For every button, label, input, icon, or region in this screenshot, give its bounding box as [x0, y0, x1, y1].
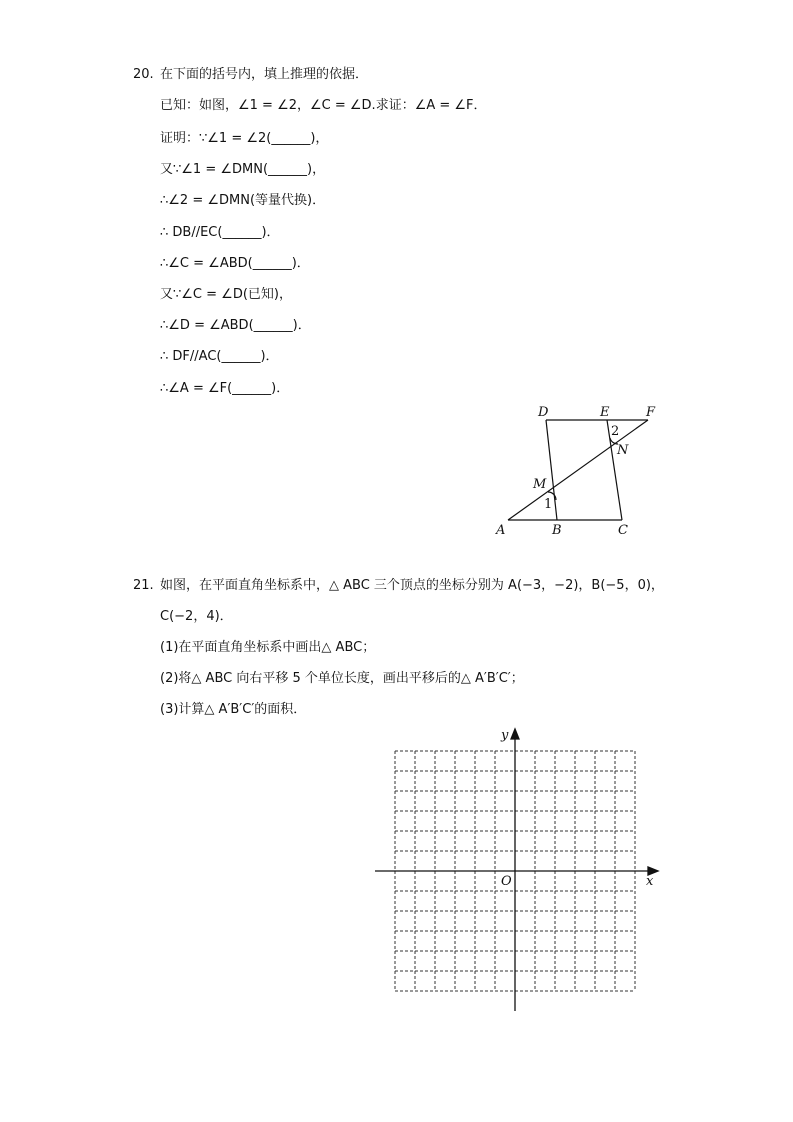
label-F: F — [646, 405, 656, 420]
label-C: C — [618, 523, 628, 538]
y-axis-label: y — [501, 728, 509, 743]
q20-step-8: ∴ DF//AC(______)． — [160, 349, 279, 364]
line-AF — [508, 420, 648, 520]
label-A: A — [496, 523, 506, 538]
label-D: D — [538, 405, 549, 420]
q20-given: 已知：如图，∠1 = ∠2，∠C = ∠D.求证：∠A = ∠F． — [160, 98, 487, 113]
q21-part-2: (2)将△ ABC 向右平移 5 个单位长度，画出平移后的△ A′B′C′； — [160, 671, 524, 686]
q21-intro-2: C(−2，4)． — [160, 609, 233, 624]
q20-step-2: 又∵∠1 = ∠DMN(______)， — [160, 162, 326, 177]
label-E: E — [600, 405, 610, 420]
label-N: N — [617, 443, 629, 458]
q20-step-6: 又∵∠C = ∠D(已知)， — [160, 287, 292, 302]
q20-step-1: 证明：∵∠1 = ∠2(______)， — [160, 131, 329, 146]
label-angle-2: 2 — [611, 424, 620, 439]
x-axis-label: x — [646, 874, 654, 889]
q20-figure — [490, 400, 670, 545]
q20-step-4: ∴ DB//EC(______)． — [160, 225, 280, 240]
label-angle-1: 1 — [544, 497, 553, 512]
q20-step-7: ∴∠D = ∠ABD(______)． — [160, 318, 311, 333]
y-axis-arrow — [511, 729, 519, 739]
q20-step-5: ∴∠C = ∠ABD(______)． — [160, 256, 310, 271]
q21-number: 21. — [133, 578, 154, 593]
q21-part-3: (3)计算△ A′B′C′的面积． — [160, 702, 307, 717]
q21-intro-1: 如图，在平面直角坐标系中，△ ABC 三个顶点的坐标分别为 A(−3，−2)，B(−5，0)， — [160, 578, 664, 593]
origin-label: O — [501, 874, 512, 889]
q21-part-1: (1)在平面直角坐标系中画出△ ABC； — [160, 640, 376, 655]
q20-title: 在下面的括号内，填上推理的依据． — [160, 67, 369, 82]
q20-step-3: ∴∠2 = ∠DMN(等量代换)． — [160, 193, 326, 208]
q21-coordinate-grid — [370, 725, 670, 1015]
q20-number: 20. — [133, 67, 154, 82]
label-B: B — [552, 523, 562, 538]
q20-step-9: ∴∠A = ∠F(______)． — [160, 381, 290, 396]
label-M: M — [533, 477, 547, 492]
